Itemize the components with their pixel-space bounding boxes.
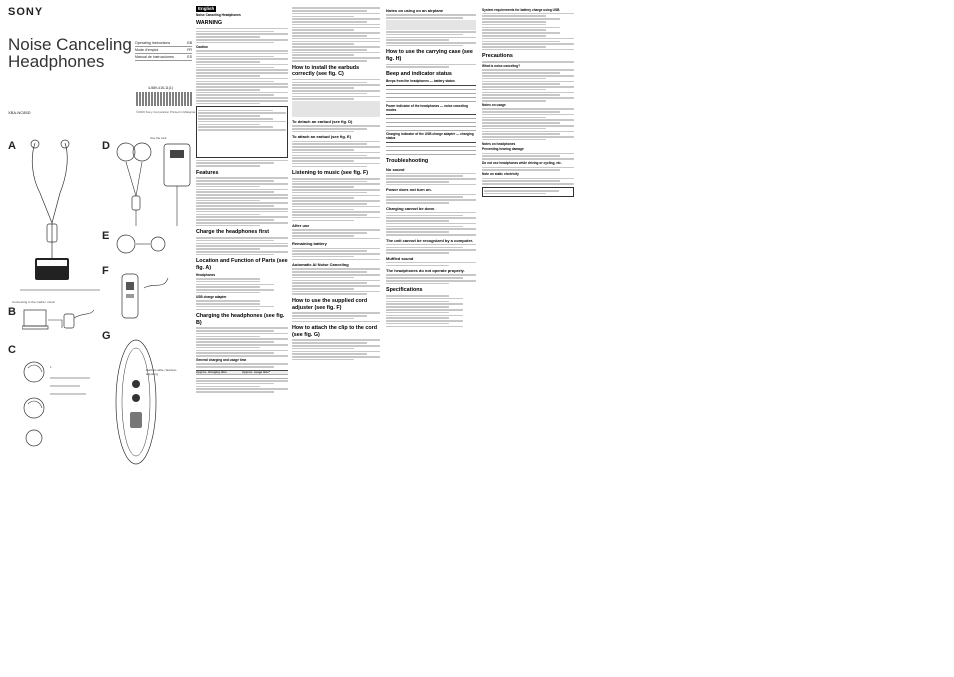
- figure-b-illustration: [22, 306, 97, 338]
- figure-e-illustration: [114, 232, 174, 260]
- heading-carrying-case: How to use the carrying case (see fig. H): [386, 49, 473, 62]
- figure-a-caption: Connecting to the media / music: [12, 300, 55, 304]
- heading-precautions: Precautions: [482, 53, 513, 60]
- heading-hearing: Preventing hearing damage: [482, 147, 524, 152]
- heading-beep: Beep and indicator status: [386, 71, 452, 77]
- subtitle: Noise Canceling Headphones: [196, 13, 241, 18]
- heading-no-driving: Do not use headphones while driving or cycling, etc.: [482, 161, 562, 166]
- figure-c-illustration: [20, 348, 95, 448]
- figure-label-a: A: [8, 140, 16, 152]
- heading-usb-indicator: Charging indicator of the USB charge adapter — charging status: [386, 132, 474, 140]
- svg-text:1: 1: [50, 365, 52, 369]
- barcode: [136, 92, 192, 106]
- heading-remaining: Remaining battery: [292, 241, 327, 247]
- heading-attach: To attach an earbud (see fig. E): [292, 134, 352, 140]
- figure-c-caption: Use the lock: [150, 136, 167, 140]
- figure-label-c: C: [8, 344, 16, 356]
- figure-d-illustration: [112, 136, 196, 228]
- heading-warning: WARNING: [196, 20, 223, 27]
- figure-g-illustration: [112, 332, 192, 482]
- figure-label-b: B: [8, 306, 16, 318]
- brand-logo: SONY: [8, 6, 44, 18]
- figure-a-illustration: [20, 138, 100, 298]
- figure-label-g: G: [102, 330, 111, 342]
- heading-airplane: Notes on using on an airplane: [386, 8, 444, 13]
- heading-ai-nc: Automatic AI Noise Canceling: [292, 262, 349, 268]
- heading-location: Location and Function of Parts (see fig. A): [196, 258, 288, 271]
- figure-label-f: F: [102, 265, 109, 277]
- product-title: Noise Canceling Headphones: [8, 35, 132, 71]
- heading-after-use: After use: [292, 223, 310, 229]
- heading-install: How to install the earbuds correctly (see fig. C): [292, 64, 360, 78]
- heading-usb-adapter: USB charge adapter: [196, 294, 227, 299]
- heading-general-charging: General charging and usage time: [196, 358, 247, 363]
- heading-clip: How to attach the clip to the cord (see fig. G): [292, 325, 378, 338]
- heading-charging: Charging the headphones (see fig. B): [196, 313, 285, 326]
- heading-listening: Listening to music (see fig. F): [292, 170, 369, 177]
- heading-detach: To detach an earbud (see fig. D): [292, 119, 353, 125]
- heading-muffled: Muffled sound: [386, 255, 414, 261]
- heading-troubleshooting: Troubleshooting: [386, 158, 429, 164]
- column-english-2: [292, 6, 380, 671]
- figure-f-illustration: [114, 268, 174, 326]
- toc-item: Mode d'emploi FR: [135, 48, 192, 52]
- language-tab: English: [198, 6, 215, 11]
- heading-system-requirements: System requirements for battery charge using USB: [482, 7, 560, 12]
- heading-notes-headphones: Notes on headphones: [482, 141, 516, 146]
- heading-specs: Specifications: [386, 287, 423, 294]
- figure-label-e: E: [102, 230, 110, 242]
- column-english-4: [482, 6, 574, 671]
- heading-beep-battery: Beeps from the headphones — battery status: [386, 79, 455, 83]
- heading-what-is-nc: What is noise canceling?: [482, 64, 521, 69]
- toc-item: Operating Instructions GB: [135, 41, 192, 45]
- figure-g-caption: Earbud cable / Ear/ear-adjusting: [146, 368, 178, 376]
- part-number: 4-589-415-11(1): [148, 86, 174, 90]
- figure-label-d: D: [102, 140, 110, 152]
- heading-caution: Caution: [196, 44, 208, 49]
- heading-charge-first: Charge the headphones first: [196, 229, 270, 236]
- toc-item: Manual de instrucciones ES: [135, 55, 192, 59]
- charging-table: Approx. charging time Approx. usage time*: [196, 370, 288, 379]
- model-number: XBA-NC85D: [8, 110, 31, 115]
- heading-charge-fail: Charging cannot be done.: [386, 205, 436, 211]
- heading-power-indicator: Power indicator of the headphones — noise canceling modes: [386, 103, 469, 112]
- language-toc: [135, 40, 192, 61]
- heading-not-recognized: The unit cannot be recognized by a computer.: [386, 237, 474, 243]
- heading-not-operate: The headphones do not operate properly.: [386, 268, 465, 274]
- column-english-1: [196, 6, 288, 671]
- heading-notes-usage: Notes on usage: [482, 103, 506, 108]
- heading-headphones: Headphones: [196, 272, 216, 277]
- heading-no-sound: No sound: [386, 166, 405, 172]
- heading-cord-adjuster: How to use the supplied cord adjuster (see fig. F): [292, 298, 368, 311]
- column-english-3: [386, 6, 476, 671]
- heading-features: Features: [196, 169, 219, 176]
- heading-power-off: Power does not turn on.: [386, 187, 432, 193]
- heading-static: Note on static electricity: [482, 172, 519, 177]
- copyright: ©2016 Sony Corporation Printed in Malaysia: [136, 110, 196, 114]
